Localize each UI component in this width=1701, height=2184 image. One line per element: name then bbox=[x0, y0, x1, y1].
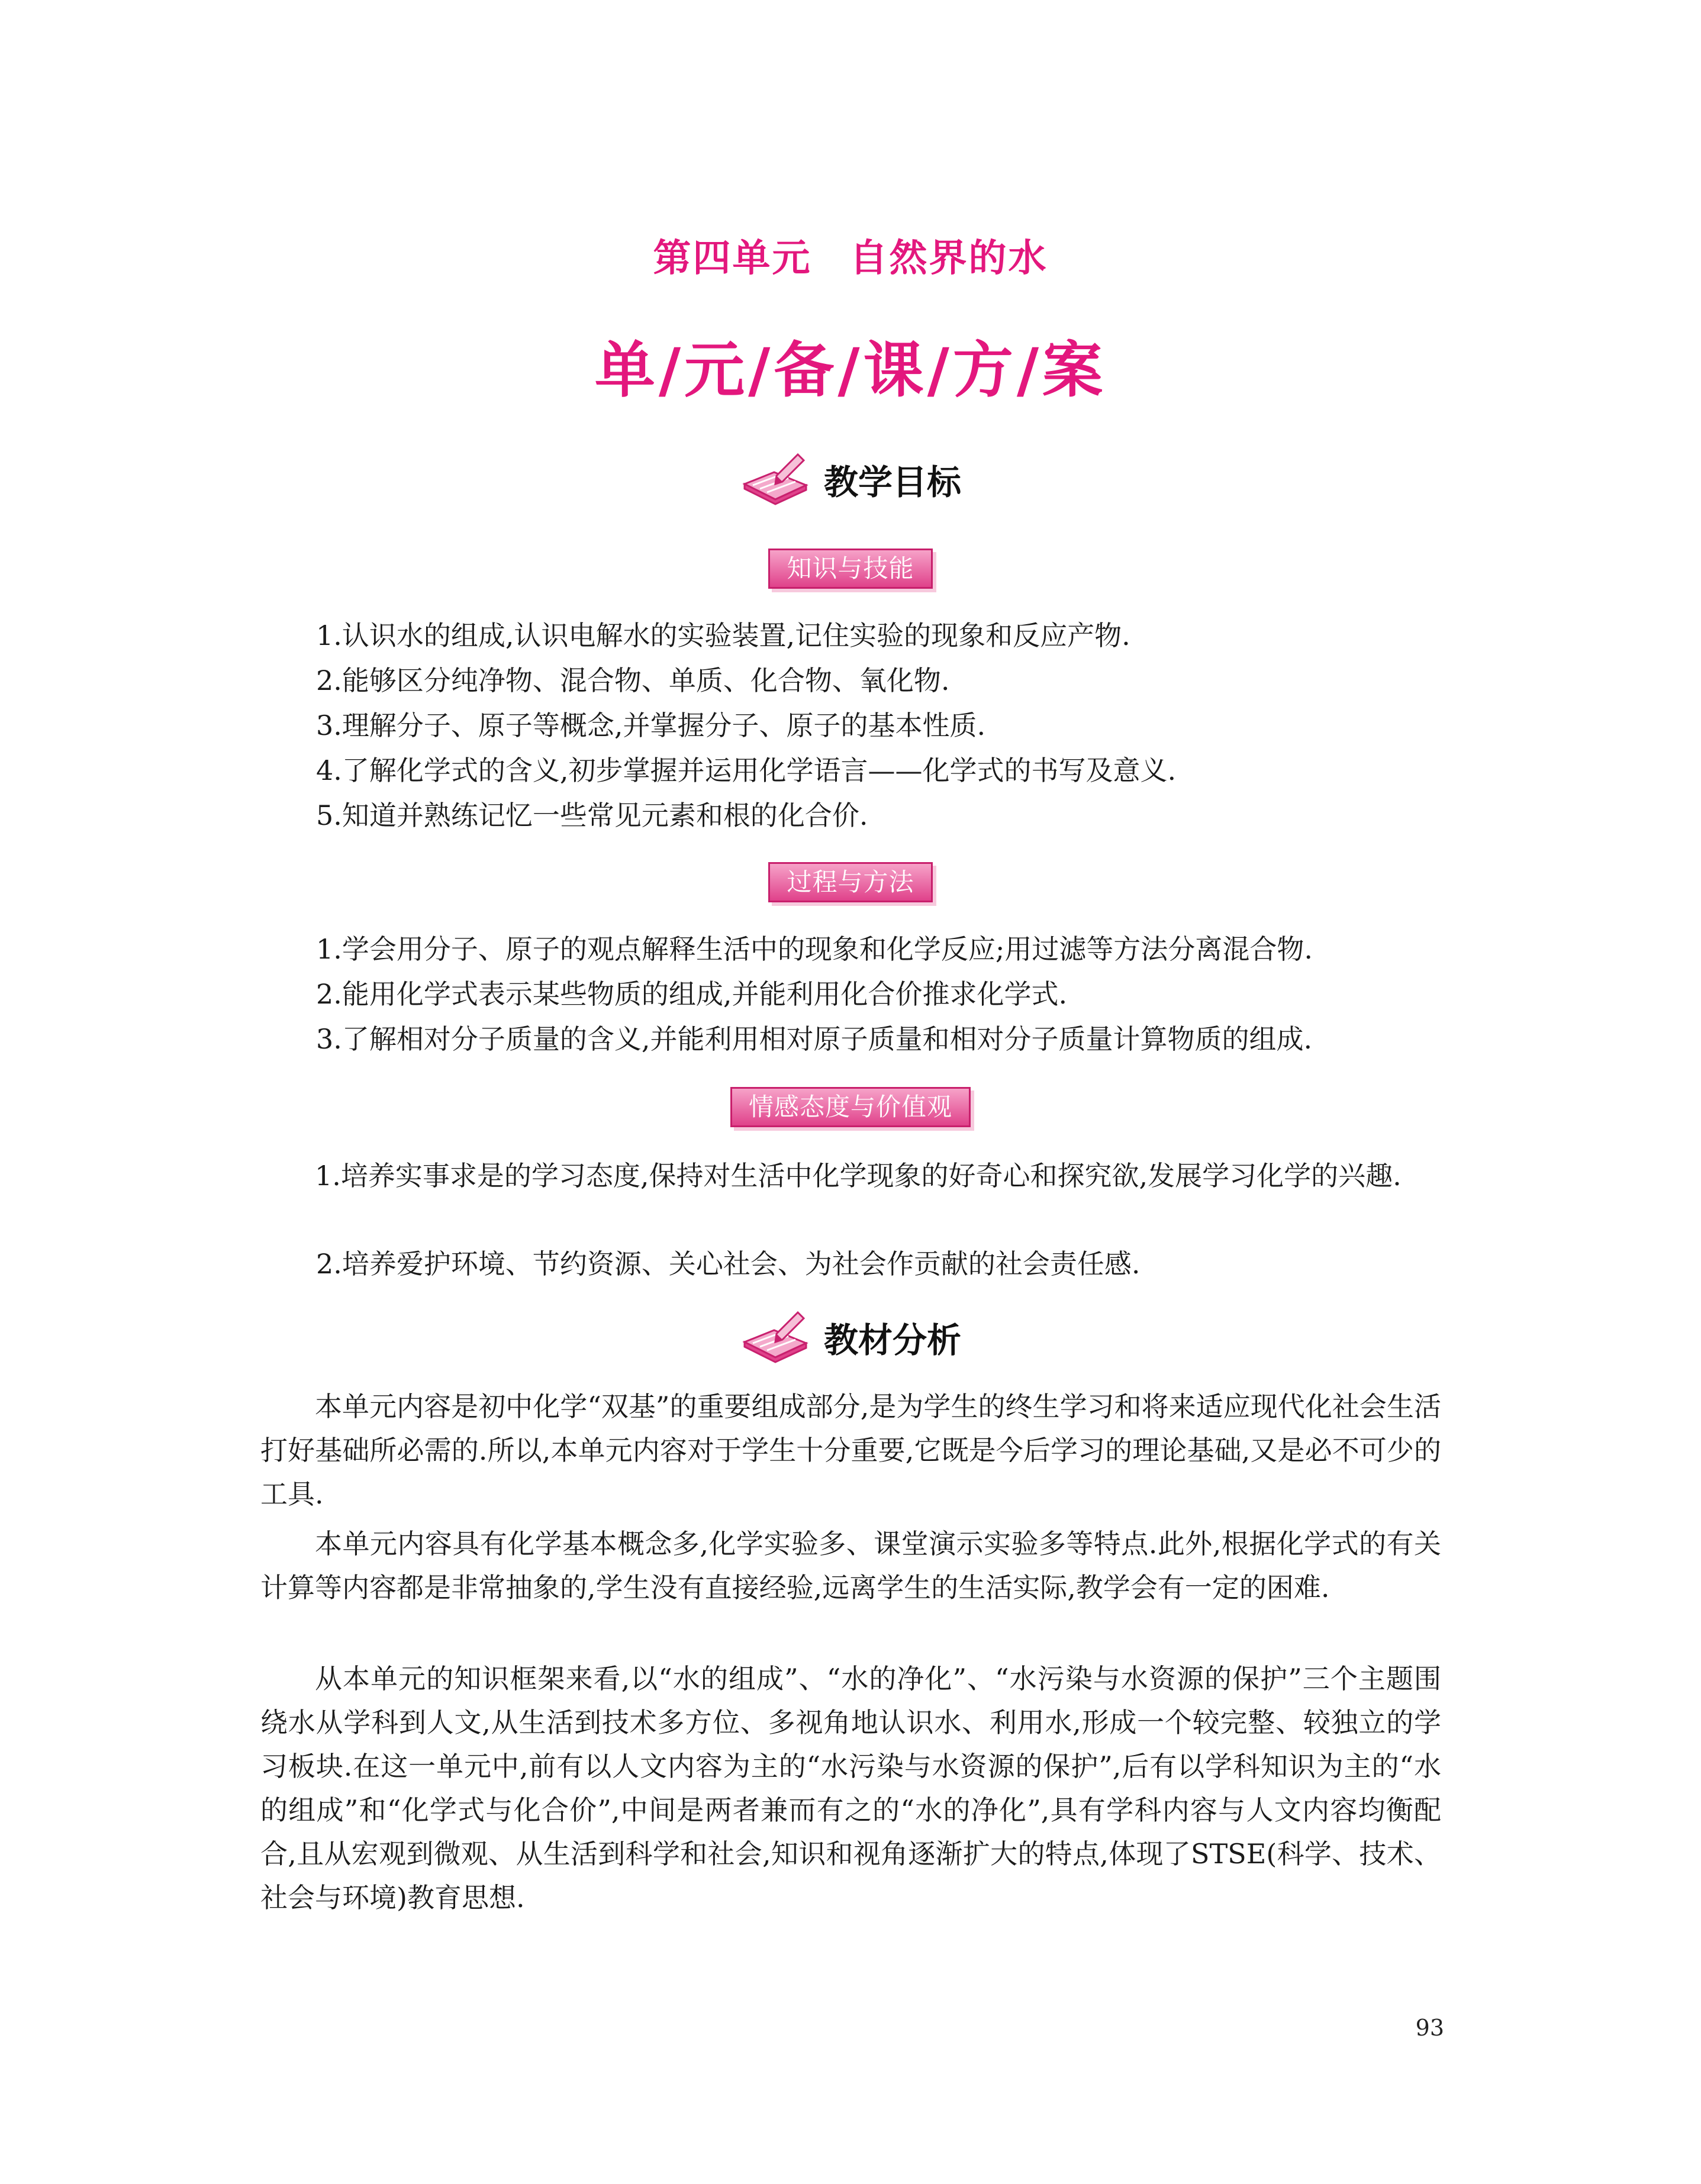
unit-title bbox=[0, 228, 1701, 282]
section-title: 教学目标 bbox=[823, 462, 961, 502]
tag-label: 过程与方法 bbox=[768, 862, 932, 902]
tag-label: 情感态度与价值观 bbox=[730, 1087, 971, 1127]
paragraph: 本单元内容具有化学基本概念多,化学实验多、课堂演示实验多等特点.此外,根据化学式的有关计算等内容都是非常抽象的,学生没有直接经验,远离学生的生活实际,教学会有一定的困难. bbox=[260, 1528, 1441, 1604]
list-item: 2.培养爱护环境、节约资源、关心社会、为社会作贡献的社会责任感. bbox=[316, 1248, 1141, 1280]
notebook-pencil-icon bbox=[740, 1308, 811, 1367]
section-heading-material-analysis bbox=[0, 1305, 1701, 1370]
section-title: 教材分析 bbox=[823, 1320, 961, 1360]
list-item: 5.知道并熟练记忆一些常见元素和根的化合价. bbox=[316, 799, 868, 831]
paragraph: 本单元内容是初中化学“双基”的重要组成部分,是为学生的终生学习和将来适应现代化社会生活打好基础所必需的.所以,本单元内容对于学生十分重要,它既是今后学习的理论基础,又是必不可少的工具. bbox=[260, 1391, 1441, 1510]
section-heading-teaching-goals bbox=[0, 447, 1701, 512]
list-item: 2.能够区分纯净物、混合物、单质、化合物、氧化物. bbox=[316, 664, 950, 696]
unit-number: 第四单元 bbox=[653, 237, 812, 280]
notebook-pencil-icon bbox=[740, 450, 811, 509]
list-item: 2.能用化学式表示某些物质的组成,并能利用化合价推求化学式. bbox=[316, 978, 1068, 1010]
list-item: 1.培养实事求是的学习态度,保持对生活中化学现象的好奇心和探究欲,发展学习化学的兴趣. bbox=[315, 1160, 1402, 1192]
tag-emotion-values bbox=[0, 1084, 1701, 1130]
paragraph: 从本单元的知识框架来看,以“水的组成”、“水的净化”、“水污染与水资源的保护”三个主题围绕水从学科到人文,从生活到技术多方位、多视角地认识水、利用水,形成一个较完整、较独立的学习板块.在这一单元中,前有以人文内容为主的“水污染与水资源的保护”,后有以学科知识为主的“水的组成”和“化学式与化合价”,中间是两者兼而有之的“水的净化”,具有学科内容与人文内容均衡配合,且从宏观到微观、从生活到科学和社会,知识和视角逐渐扩大的特点,体现了STSE(科学、技术、社会与环境)教育思想. bbox=[260, 1663, 1441, 1914]
tag-label: 知识与技能 bbox=[768, 549, 932, 589]
list-item: 3.理解分子、原子等概念,并掌握分子、原子的基本性质. bbox=[316, 709, 986, 741]
unit-name: 自然界的水 bbox=[849, 237, 1048, 280]
tag-process-method bbox=[0, 859, 1701, 905]
page-title: 单/元/备/课/方/案 bbox=[594, 335, 1107, 406]
tag-knowledge-skills bbox=[0, 546, 1701, 592]
list-item: 1.学会用分子、原子的观点解释生活中的现象和化学反应;用过滤等方法分离混合物. bbox=[316, 933, 1313, 965]
list-item: 3.了解相对分子质量的含义,并能利用相对原子质量和相对分子质量计算物质的组成. bbox=[316, 1023, 1313, 1055]
list-item: 1.认识水的组成,认识电解水的实验装置,记住实验的现象和反应产物. bbox=[316, 620, 1130, 651]
list-item: 4.了解化学式的含义,初步掌握并运用化学语言——化学式的书写及意义. bbox=[316, 754, 1177, 786]
page-number: 93 bbox=[1415, 2015, 1444, 2041]
